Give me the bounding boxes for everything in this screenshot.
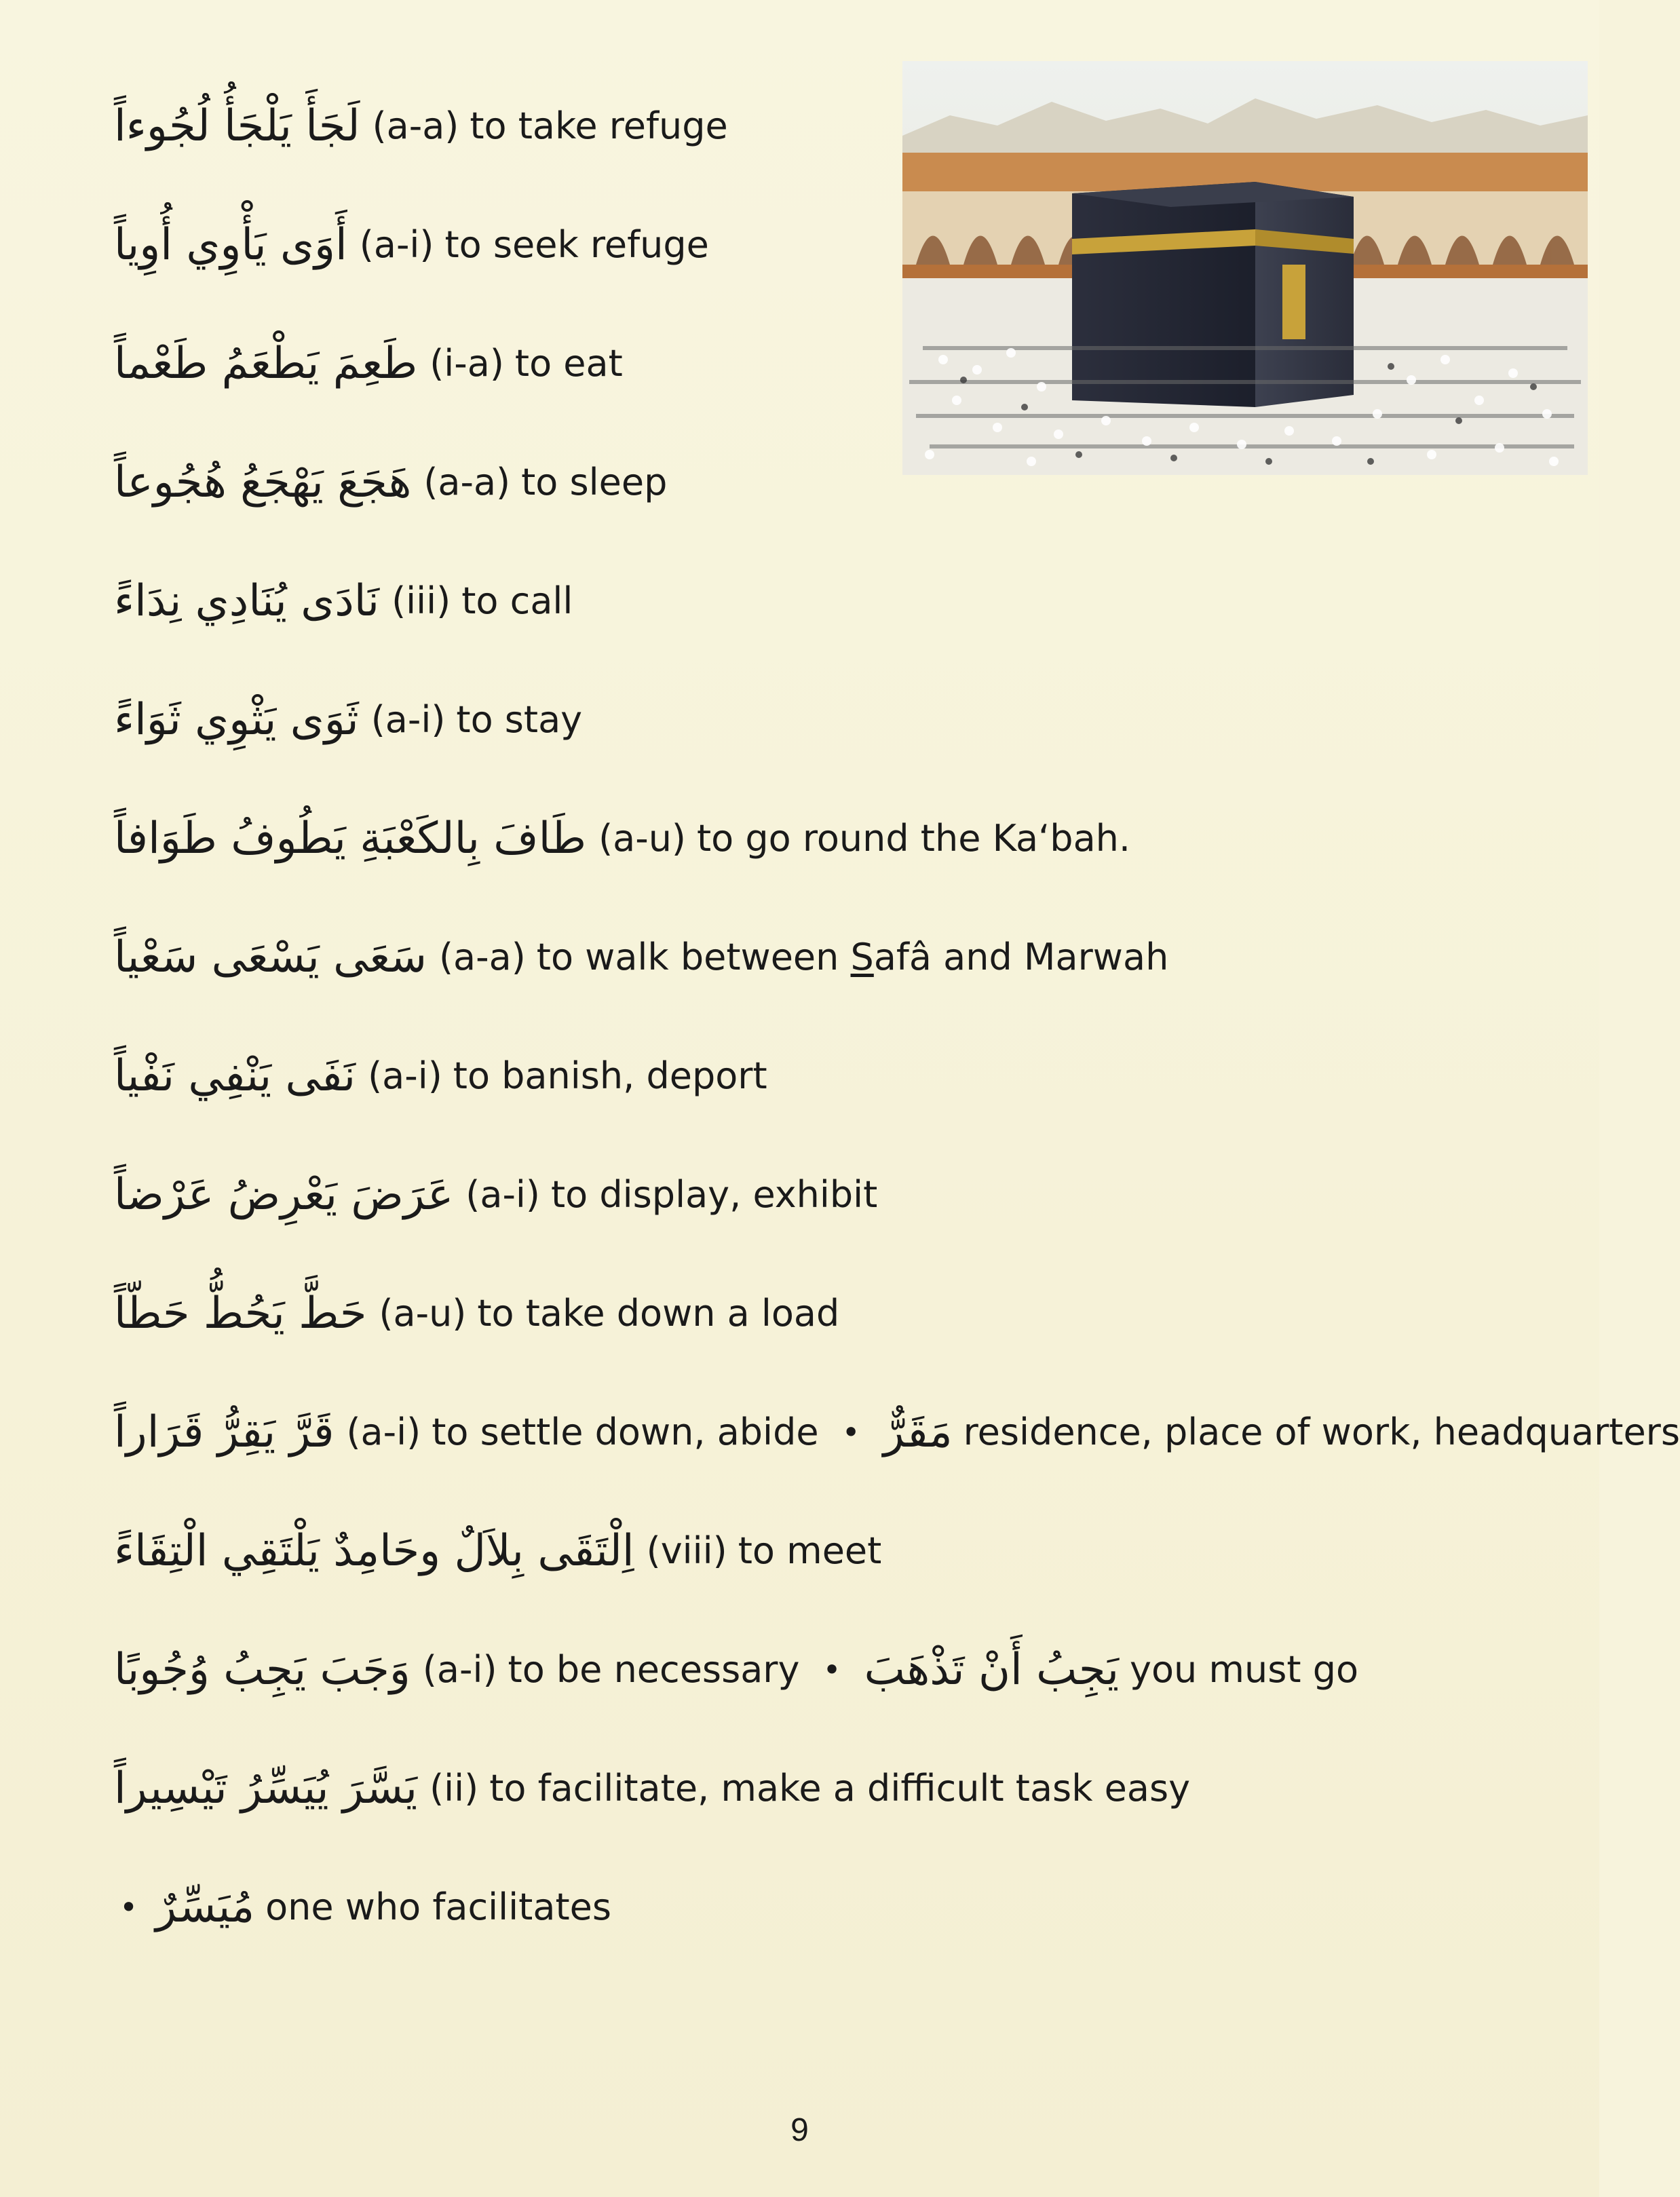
arabic-verb: نَفَى يَنْفِي نَفْياً (114, 1050, 356, 1101)
gloss-text: to banish, deport (453, 1054, 767, 1097)
arabic-verb: عَرَضَ يَعْرِضُ عَرْضاً (114, 1169, 454, 1220)
pattern-tag: (a-i) (465, 1172, 540, 1216)
pattern-tag: (a-i) (346, 1410, 421, 1453)
bullet-icon: • (119, 1888, 138, 1926)
pattern-tag: (a-i) (422, 1647, 497, 1691)
arabic-verb: يَسَّرَ يُيَسِّرُ تَيْسِيراً (114, 1763, 418, 1814)
arabic-verb: سَعَى يَسْعَى سَعْياً (114, 932, 427, 982)
gloss-text: to be necessary (508, 1647, 800, 1691)
pattern-tag: (a-a) (372, 104, 459, 147)
gloss-text (536, 935, 1169, 978)
gloss-text-part: to walk between (536, 935, 851, 978)
list-item (114, 898, 1573, 1016)
arabic-verb: أَوَى يَأْوِي أُوِياً (114, 219, 347, 270)
list-item (114, 660, 1573, 779)
gloss-text: to facilitate, make a difficult task easy (489, 1766, 1191, 1810)
gloss-text: to take down a load (477, 1291, 840, 1335)
arabic-verb: ثَوَى يَثْوِي ثَوَاءً (114, 694, 359, 745)
gloss-text: to settle down, abide (432, 1410, 819, 1453)
gloss-underlined-letter: S (850, 935, 874, 978)
list-item (114, 1373, 1680, 1491)
list-item (114, 185, 1573, 304)
gloss-text: to stay (456, 698, 583, 741)
gloss-text: to take refuge (470, 104, 728, 147)
list-item (114, 66, 1573, 185)
gloss-text: to go round the Ka‘bah. (697, 816, 1131, 860)
pattern-tag: (a-i) (368, 1054, 442, 1097)
arabic-verb: وَجَبَ يَجِبُ وُجُوبًا (114, 1644, 411, 1695)
list-item (114, 1848, 1573, 1966)
arabic-verb: لَجَأَ يَلْجَأُ لُجُوءاً (114, 100, 360, 151)
arabic-verb: هَجَعَ يَهْجَعُ هُجُوعاً (114, 457, 412, 508)
arabic-derived-word: مُيَسِّرٌ (155, 1881, 255, 1932)
pattern-tag: (ii) (429, 1766, 479, 1810)
list-item (114, 779, 1573, 898)
list-item (114, 423, 1573, 541)
pattern-tag: (i-a) (429, 341, 504, 385)
page-number: 9 (790, 2112, 809, 2148)
list-item (114, 304, 1573, 423)
gloss-text: to meet (738, 1529, 882, 1572)
pattern-tag: (viii) (646, 1529, 727, 1572)
gloss-text: you must go (1130, 1647, 1359, 1691)
gloss-text: to display, exhibit (551, 1172, 878, 1216)
pattern-tag: (a-u) (598, 816, 686, 860)
pattern-tag: (iii) (392, 579, 451, 622)
arabic-verb: حَطَّ يَحُطُّ حَطّاً (114, 1288, 367, 1339)
gloss-text: to call (461, 579, 573, 622)
arabic-verb: قَرَّ يَقِرُّ قَرَاراً (114, 1407, 335, 1457)
bullet-icon: • (822, 1651, 841, 1688)
list-item (114, 1135, 1573, 1254)
list-item (114, 1016, 1573, 1135)
arabic-verb: نَادَى يُنَادِي نِدَاءً (114, 575, 380, 626)
pattern-tag: (a-u) (379, 1291, 467, 1335)
list-item (114, 1729, 1573, 1848)
list-item (114, 541, 1573, 660)
list-item (114, 1491, 1573, 1610)
arabic-verb: اِلْتَقَى بِلاَلٌ وحَامِدٌ يَلْتَقِي الْتِقَاءً (114, 1525, 634, 1576)
arabic-verb: طَافَ بِالكَعْبَةِ يَطُوفُ طَوَافاً (114, 813, 587, 864)
bullet-icon: • (841, 1413, 860, 1451)
arabic-derived-word: مَقَرٌّ (883, 1407, 953, 1457)
gloss-text: residence, place of work, headquarters (963, 1410, 1680, 1453)
list-item (114, 1254, 1573, 1373)
gloss-text: to eat (514, 341, 623, 385)
arabic-verb: طَعِمَ يَطْعَمُ طَعْماً (114, 338, 418, 389)
list-item (114, 1610, 1573, 1729)
arabic-example-phrase: يَجِبُ أَنْ تَذْهَبَ (864, 1644, 1120, 1695)
pattern-tag: (a-i) (359, 223, 434, 266)
pattern-tag: (a-a) (423, 460, 511, 503)
gloss-text: one who facilitates (265, 1885, 611, 1928)
vocabulary-list (114, 66, 1680, 1966)
gloss-text-part: afâ and Marwah (873, 935, 1169, 978)
gloss-text: to sleep (521, 460, 668, 503)
pattern-tag: (a-i) (370, 698, 446, 741)
gloss-text: to seek refuge (444, 223, 709, 266)
pattern-tag: (a-a) (438, 935, 526, 978)
